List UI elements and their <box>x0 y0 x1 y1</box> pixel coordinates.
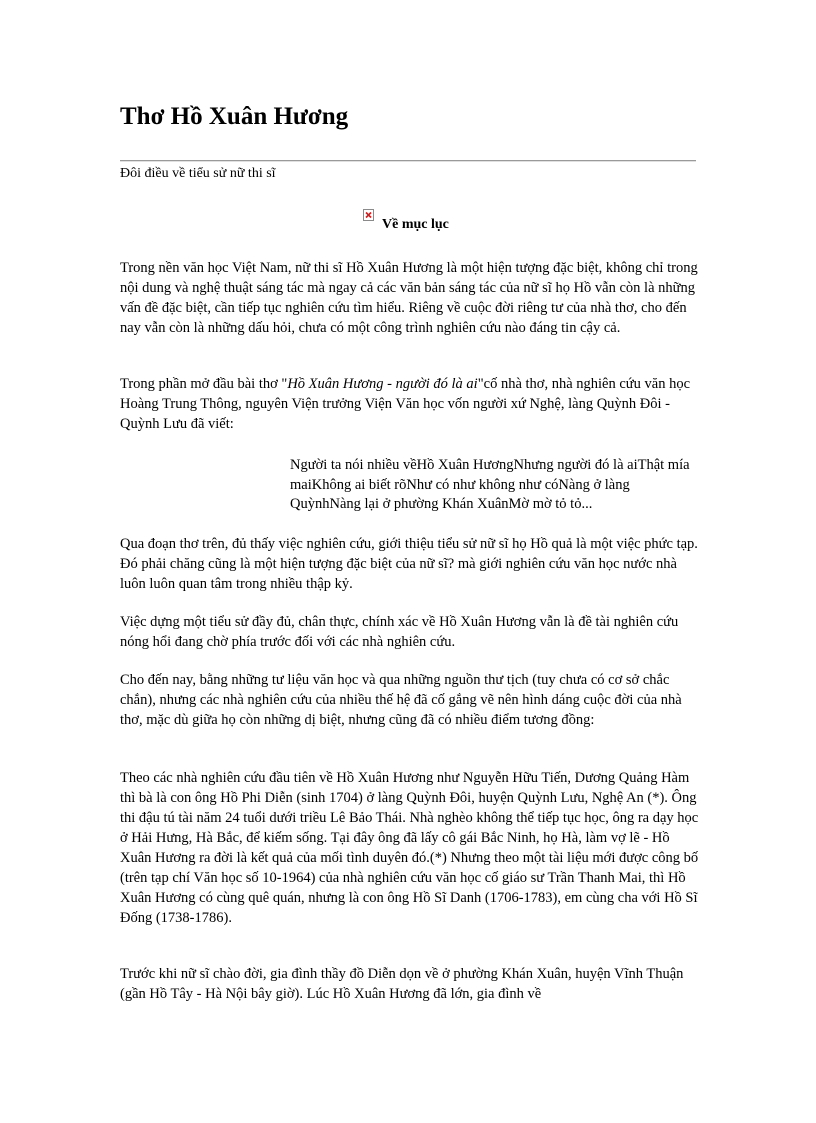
toc-link[interactable] <box>363 208 449 232</box>
poem-title: Hồ Xuân Hương - người đó là ai <box>287 376 478 392</box>
horizontal-rule <box>120 160 696 162</box>
paragraph-biography: Theo các nhà nghiên cứu đầu tiên về Hồ Xuân Hương như Nguyễn Hữu Tiến, Dương Quảng Hàm thì bà là con ông Hồ Phi Diễn (sinh 1704) ở làng Quỳnh Đôi, huyện Quỳnh Lưu, Nghệ An (*). Ông thi đậu tú tài năm 24 tuổi dưới triều Lê Bảo Thái. Nhà nghèo không thể tiếp tục học, ông ra dạy học ở Hải Hưng, Hà Bắc, để kiếm sống. Tại đây ông đã lấy cô gái Bắc Ninh, họ Hà, làm vợ lẽ - Hồ Xuân Hương ra đời là kết quả của mối tình duyên đó.(*) Nhưng theo một tài liệu mới được công bố (trên tạp chí Văn học số 10-1964) của nhà nghiên cứu văn học cố giáo sư Trần Thanh Mai, thì Hồ Xuân Hương có cùng quê quán, nhưng là con ông Hồ Sĩ Danh (1706-1783), em cùng cha với Hồ Sĩ Đống (1738-1786). <box>120 770 699 926</box>
paragraph-family: Trước khi nữ sĩ chào đời, gia đình thầy đồ Diễn dọn về ở phường Khán Xuân, huyện Vĩnh Thuận (gần Hồ Tây - Hà Nội bây giờ). Lúc Hồ Xuân Hương đã lớn, gia đình về <box>120 966 684 1002</box>
paragraph-commentary: Qua đoạn thơ trên, đủ thấy việc nghiên cứu, giới thiệu tiểu sử nữ sĩ họ Hồ quả là một việc phức tạp. Đó phải chăng cũng là một hiện tượng đặc biệt của nữ sĩ? mà giới nghiên cứu văn học nước nhà luôn luôn quan tâm trong nhiều thập kỷ. <box>120 536 698 592</box>
paragraph-research-status: Cho đến nay, bằng những tư liệu văn học và qua những nguồn thư tịch (tuy chưa có cơ sở chắc chắn), nhưng các nhà nghiên cứu của nhiều thế hệ đã cố gắng vẽ nên hình dáng cuộc đời của nhà thơ, mặc dù giữa họ còn những dị biệt, nhưng cũng đã có nhiều điểm tương đồng: <box>120 672 682 728</box>
broken-image-icon <box>363 209 374 221</box>
toc-link-label[interactable]: Về mục lục <box>382 217 449 232</box>
poem-quote: Người ta nói nhiều vềHồ Xuân HươngNhưng người đó là aiThật mía maiKhông ai biết rõNhư có như không như cóNàng ở làng QuỳnhNàng lại ở phường Khán XuânMờ mờ tỏ tỏ... <box>290 457 690 512</box>
page-title: Thơ Hồ Xuân Hương <box>120 103 349 130</box>
paragraph-poem-intro-start: Trong phần mở đầu bài thơ " <box>120 376 288 392</box>
paragraph-research-topic: Việc dựng một tiểu sử đầy đủ, chân thực, chính xác về Hồ Xuân Hương vẫn là đề tài nghiên cứu nóng hổi đang chờ phía trước đối với các nhà nghiên cứu. <box>120 614 679 650</box>
subtitle: Đôi điều về tiểu sử nữ thi sĩ <box>120 166 276 181</box>
paragraph-poem-intro-end: "cố nhà thơ, nhà nghiên cứu văn học Hoàng Trung Thông, nguyên Viện trưởng Viện Văn học vốn người xứ Nghệ, làng Quỳnh Đôi - Quỳnh Lưu đã viết: <box>120 376 691 432</box>
paragraph-poem-intro <box>120 374 700 434</box>
paragraph-intro: Trong nền văn học Việt Nam, nữ thi sĩ Hồ Xuân Hương là một hiện tượng đặc biệt, không chỉ trong nội dung và nghệ thuật sáng tác mà ngay cả các văn bản sáng tác của nữ sĩ họ Hồ vẫn còn là những vấn đề đặc biệt, cần tiếp tục nghiên cứu tìm hiểu. Riêng về cuộc đời riêng tư của nhà thơ, cho đến nay vẫn còn là những dấu hỏi, chưa có một công trình nghiên cứu nào đáng tin cậy cả. <box>120 260 698 336</box>
